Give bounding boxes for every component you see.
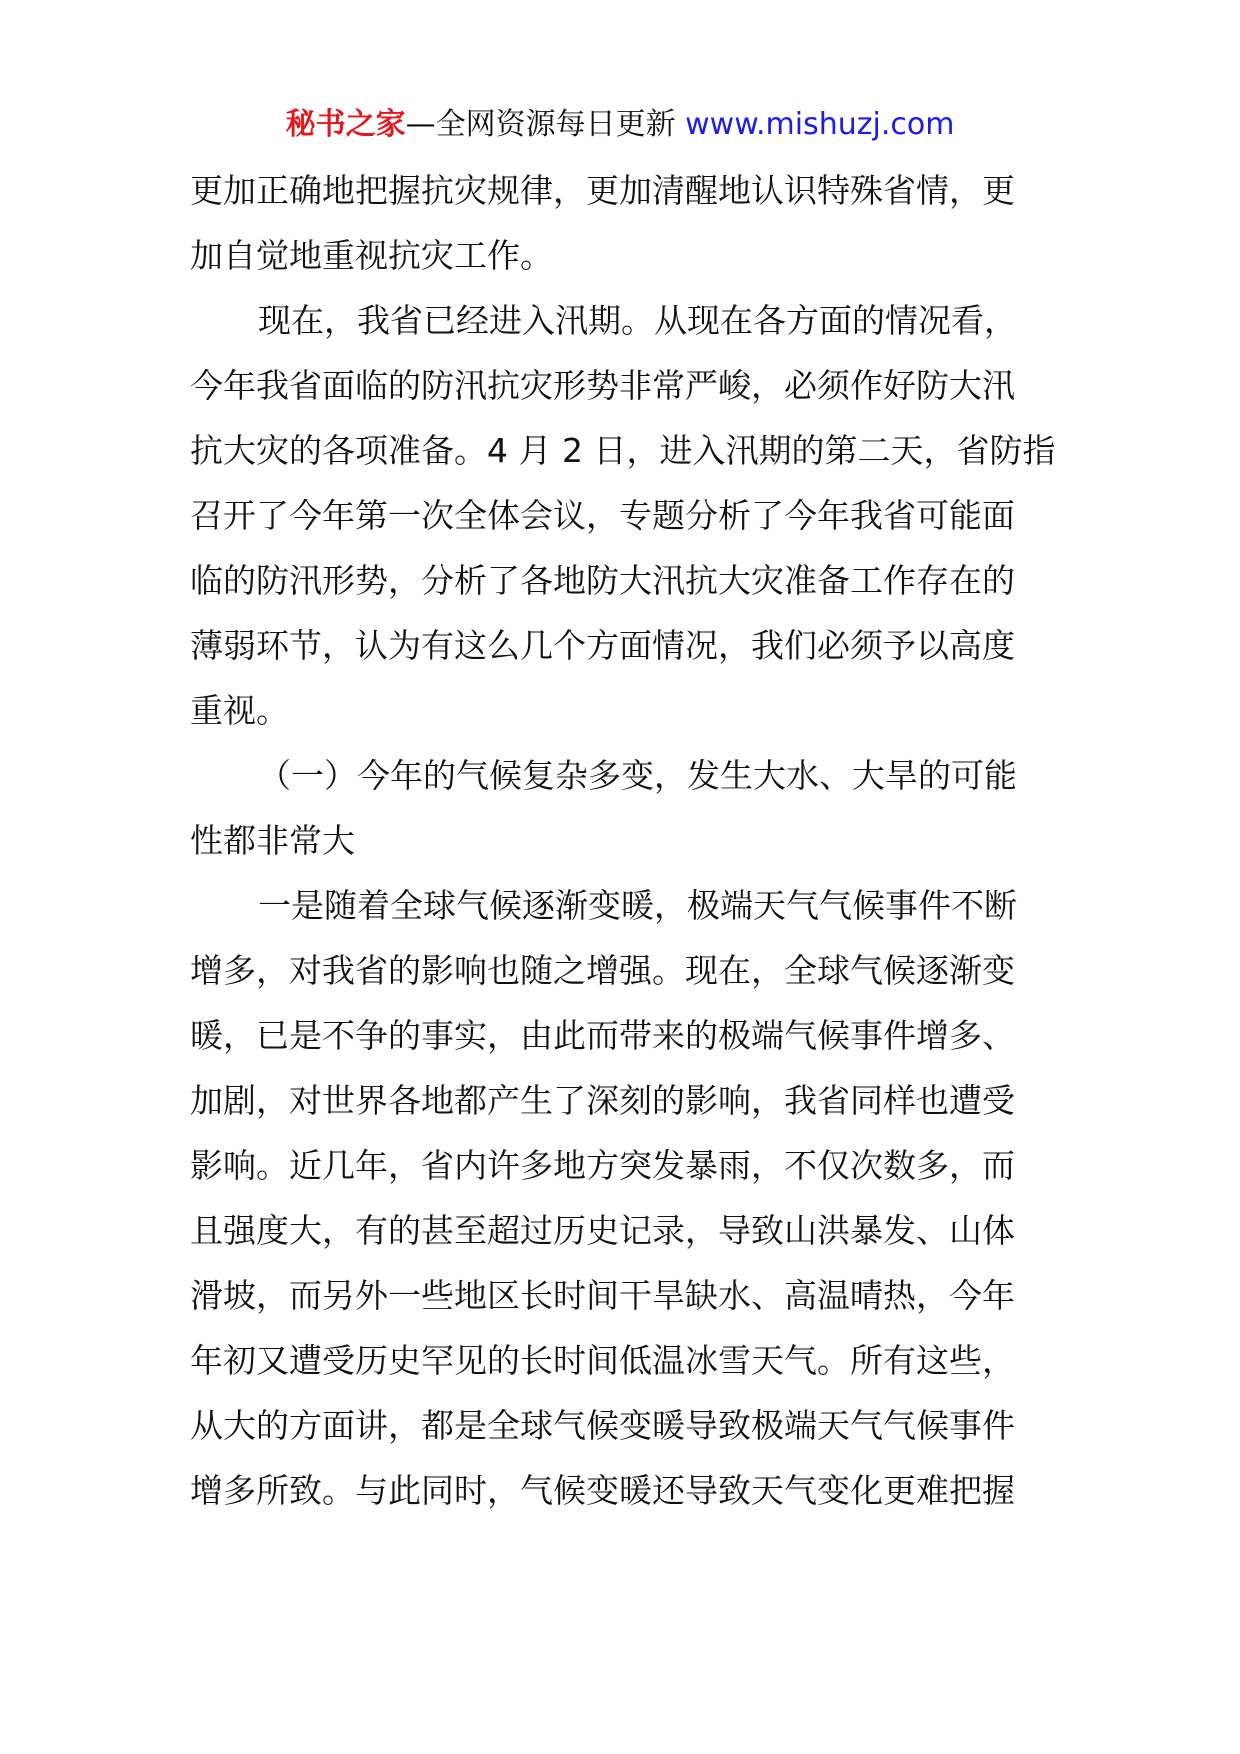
text-line: 一是随着全球气候逐渐变暖，极端天气气候事件不断 [258, 886, 1017, 925]
text-line: 且强度大，有的甚至超过历史记录，导致山洪暴发、山体 [190, 1211, 1015, 1250]
header-tagline: —全网资源每日更新 [405, 107, 676, 142]
section-heading-line: （一）今年的气候复杂多变，发生大水、大旱的可能 [258, 756, 1017, 795]
text-line: 现在，我省已经进入汛期。从现在各方面的情况看， [258, 301, 1017, 340]
page-header [0, 103, 1240, 147]
text-line: 重视。 [190, 691, 289, 730]
text-line: 召开了今年第一次全体会议，专题分析了今年我省可能面 [190, 496, 1015, 535]
text-line: 从大的方面讲，都是全球气候变暖导致极端天气气候事件 [190, 1406, 1015, 1445]
text-line: 更加正确地把握抗灾规律，更加清醒地认识特殊省情，更 [190, 171, 1015, 210]
text-line: 暖，已是不争的事实，由此而带来的极端气候事件增多、 [190, 1016, 1015, 1055]
text-line: 今年我省面临的防汛抗灾形势非常严峻，必须作好防大汛 [190, 366, 1015, 405]
header-url-link[interactable]: www.mishuzj.com [685, 107, 955, 142]
text-line: 临的防汛形势，分析了各地防大汛抗大灾准备工作存在的 [190, 561, 1015, 600]
text-line: 年初又遭受历史罕见的长时间低温冰雪天气。所有这些， [190, 1341, 1015, 1380]
text-line: 滑坡，而另外一些地区长时间干旱缺水、高温晴热，今年 [190, 1276, 1015, 1315]
text-line: 增多，对我省的影响也随之增强。现在，全球气候逐渐变 [190, 951, 1015, 990]
document-body [190, 158, 1058, 1523]
section-heading-line: 性都非常大 [190, 821, 355, 860]
text-line: 薄弱环节，认为有这么几个方面情况，我们必须予以高度 [190, 626, 1015, 665]
text-line: 影响。近几年，省内许多地方突发暴雨，不仅次数多，而 [190, 1146, 1015, 1185]
text-line: 加自觉地重视抗灾工作。 [190, 236, 553, 275]
text-line: 抗大灾的各项准备。4 月 2 日，进入汛期的第二天，省防指 [190, 431, 1056, 470]
text-line: 增多所致。与此同时，气候变暖还导致天气变化更难把握 [190, 1471, 1015, 1510]
header-brand: 秘书之家 [285, 107, 406, 142]
text-line: 加剧，对世界各地都产生了深刻的影响，我省同样也遭受 [190, 1081, 1015, 1120]
